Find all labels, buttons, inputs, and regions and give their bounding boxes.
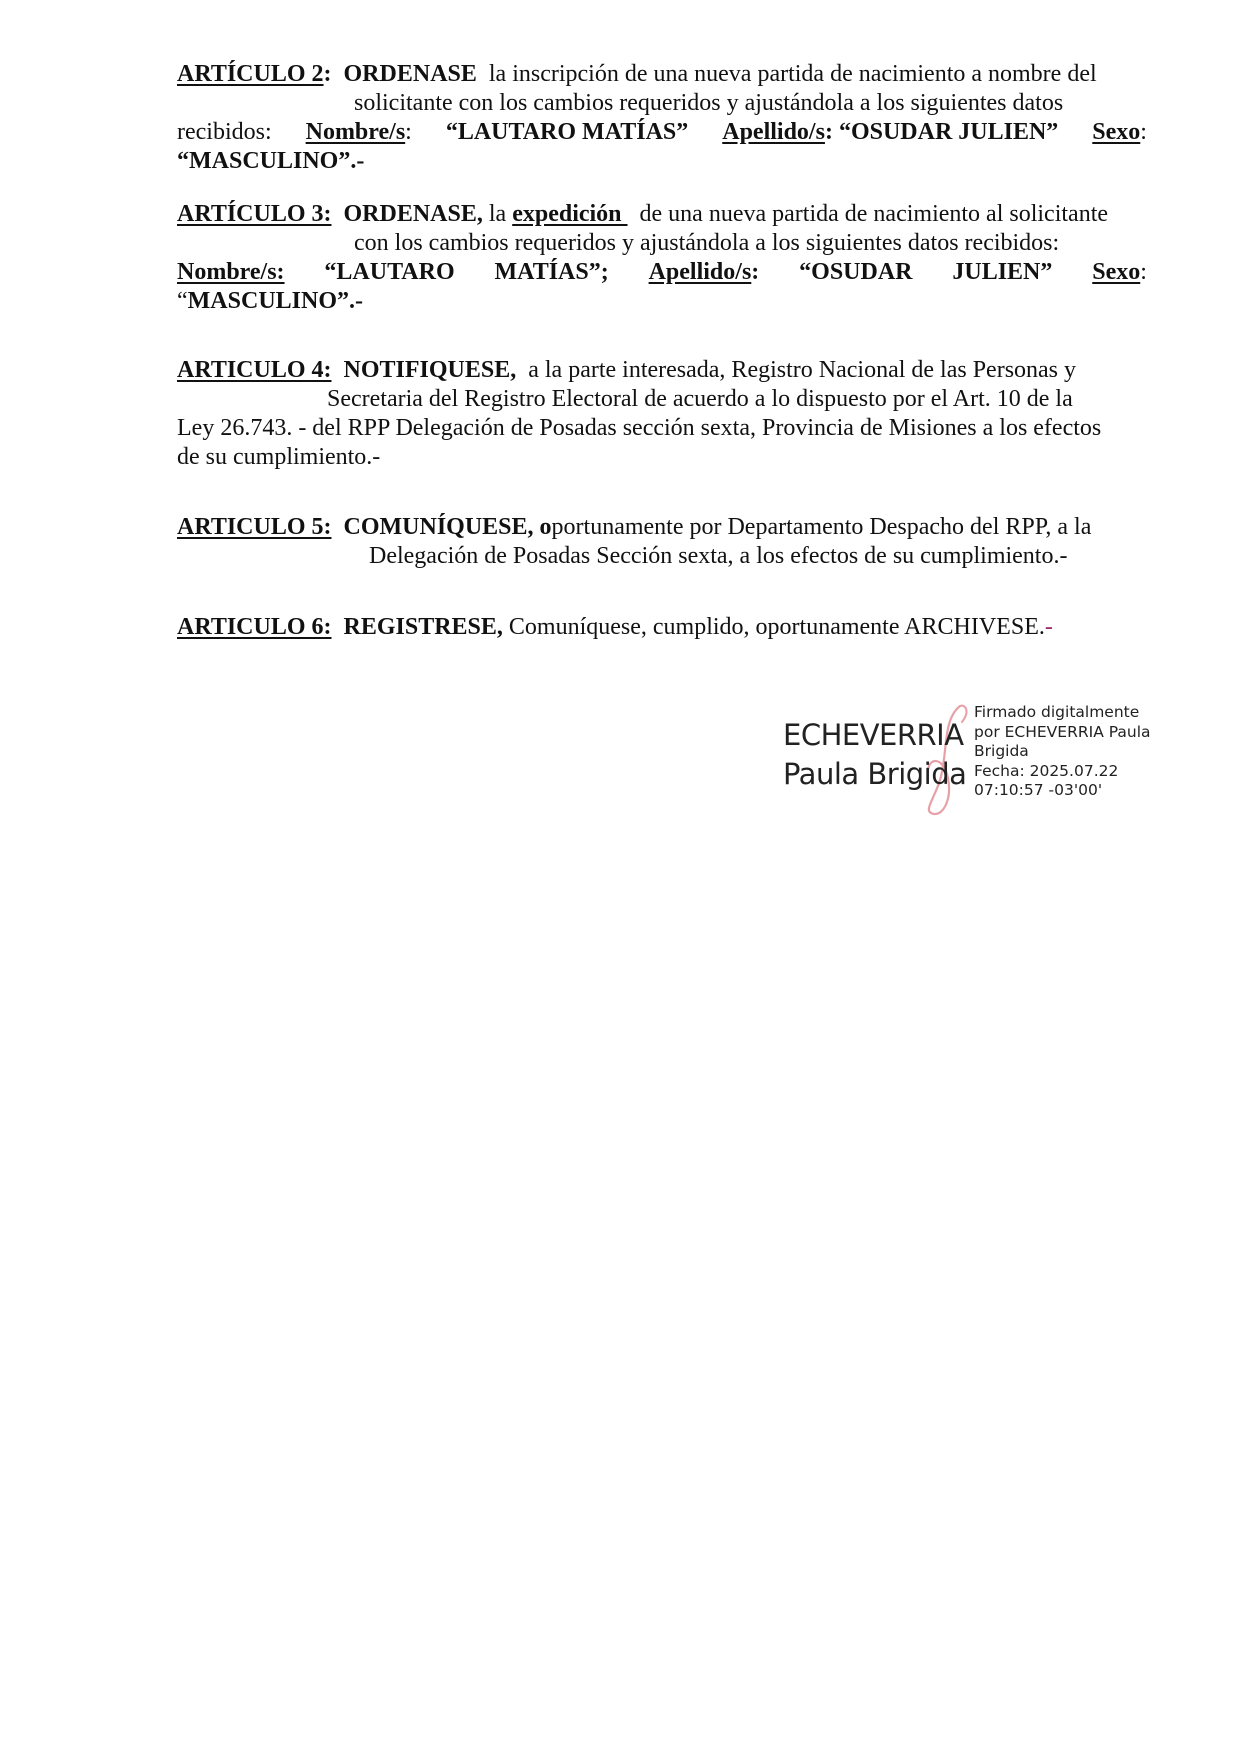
article-3-apellido-group (649, 258, 760, 287)
article-4-text-1: a la parte interesada, Registro Nacional de las Personas y (528, 357, 1077, 383)
signature-info-line: Firmado digitalmente (974, 703, 1140, 721)
article-2-line-4 (177, 147, 1147, 176)
signer-surname: ECHEVERRIA (783, 718, 964, 752)
article-6-line-1 (177, 613, 1147, 642)
article-3-quote: “ (177, 288, 188, 314)
article-4-verb: NOTIFIQUESE, (343, 357, 517, 383)
digital-signature (780, 700, 1160, 820)
article-2-recibidos: recibidos: (177, 119, 272, 145)
article-3-line-3 (177, 258, 1147, 287)
article-2-sexo-value: “MASCULINO”.- (177, 148, 365, 174)
article-3-label: ARTÍCULO 3: (177, 201, 332, 227)
article-2-nombre-value: “LAUTARO MATÍAS” (445, 119, 689, 145)
article-3-apellido-value-1: “OSUDAR (799, 259, 913, 285)
article-3-la: la (488, 201, 507, 227)
article-4-line-1 (177, 356, 1147, 385)
article-5-line-2: Delegación de Posadas Sección sexta, a los efectos de su cumplimiento.- (369, 543, 1068, 569)
article-5-verb: COMUNÍQUESE, (343, 514, 534, 540)
article-4 (177, 356, 1147, 472)
article-2 (177, 60, 1147, 176)
article-2-apellido-value: : “OSUDAR JULIEN” (824, 119, 1059, 145)
article-3-verb: ORDENASE, (343, 201, 483, 227)
article-5-o: o (539, 514, 552, 540)
article-2-sexo-colon: : (1140, 119, 1147, 145)
signature-time: 07:10:57 -03'00' (974, 781, 1103, 799)
signature-info-line: Brigida (974, 742, 1029, 760)
signature-info-line: por ECHEVERRIA Paula (974, 722, 1151, 741)
article-6 (177, 613, 1147, 642)
article-3-nombre-value-2: MATÍAS”; (494, 259, 609, 285)
article-2-line-1 (177, 60, 1147, 89)
article-3-apellido-label: Apellido/s (648, 259, 752, 285)
article-3-nombre-value-1: “LAUTARO (324, 259, 455, 285)
article-3-sexo-colon: : (1140, 259, 1147, 285)
article-2-verb: ORDENASE (343, 61, 477, 87)
article-2-line-3 (177, 118, 1147, 147)
article-6-tail: - (1044, 614, 1053, 640)
article-6-text: Comuníquese, cumplido, oportunamente ARCHIVESE. (508, 614, 1045, 640)
article-5-line-1 (177, 513, 1147, 542)
article-3-apellido-value-2: JULIEN” (952, 259, 1053, 285)
article-2-sexo-group (1092, 118, 1147, 147)
article-2-apellido-group (722, 118, 1058, 147)
article-4-label: ARTICULO 4: (177, 357, 332, 383)
article-2-label: ARTÍCULO 2 (177, 61, 324, 87)
article-3-line-1 (177, 200, 1147, 229)
article-3-line-4 (177, 287, 1147, 316)
article-6-label: ARTICULO 6: (177, 614, 332, 640)
article-3-text-1: de una nueva partida de nacimiento al solicitante (639, 201, 1109, 227)
article-3-sexo-label: Sexo (1092, 259, 1141, 285)
article-2-nombre-group (306, 118, 412, 147)
article-2-line-2: solicitante con los cambios requeridos y ajustándola a los siguientes datos (354, 90, 1064, 116)
article-5-label: ARTICULO 5: (177, 514, 332, 540)
article-5-text-1: portunamente por Departamento Despacho del RPP, a la (551, 514, 1092, 540)
article-3 (177, 200, 1147, 316)
signature-date: Fecha: 2025.07.22 (974, 761, 1119, 780)
article-4-line-4: de su cumplimiento.- (177, 444, 381, 470)
article-4-line-2: Secretaria del Registro Electoral de acuerdo a lo dispuesto por el Art. 10 de la (327, 386, 1073, 412)
article-2-colon: : (323, 61, 332, 87)
article-6-verb: REGISTRESE, (343, 614, 503, 640)
article-2-nombre-colon: : (405, 119, 412, 145)
signature-details (974, 703, 1151, 801)
signer-given-names: Paula Brigida (783, 757, 967, 791)
article-5 (177, 513, 1147, 571)
article-3-apellido-colon: : (751, 259, 760, 285)
article-4-line-3: Ley 26.743. - del RPP Delegación de Posadas sección sexta, Provincia de Misiones a los efectos (177, 415, 1102, 441)
article-3-expedicion: expedición (512, 201, 628, 227)
article-2-apellido-label: Apellido/s (722, 119, 825, 145)
article-3-sexo-value: MASCULINO”.- (187, 288, 363, 314)
article-3-sexo-group (1092, 258, 1147, 287)
article-3-line-2: con los cambios requeridos y ajustándola a los siguientes datos recibidos: (354, 230, 1060, 256)
article-3-nombre-label: Nombre/s: (177, 259, 285, 285)
article-2-nombre-label: Nombre/s (305, 119, 406, 145)
article-2-sexo-label: Sexo (1092, 119, 1141, 145)
article-2-text-1: la inscripción de una nueva partida de nacimiento a nombre del (488, 61, 1097, 87)
